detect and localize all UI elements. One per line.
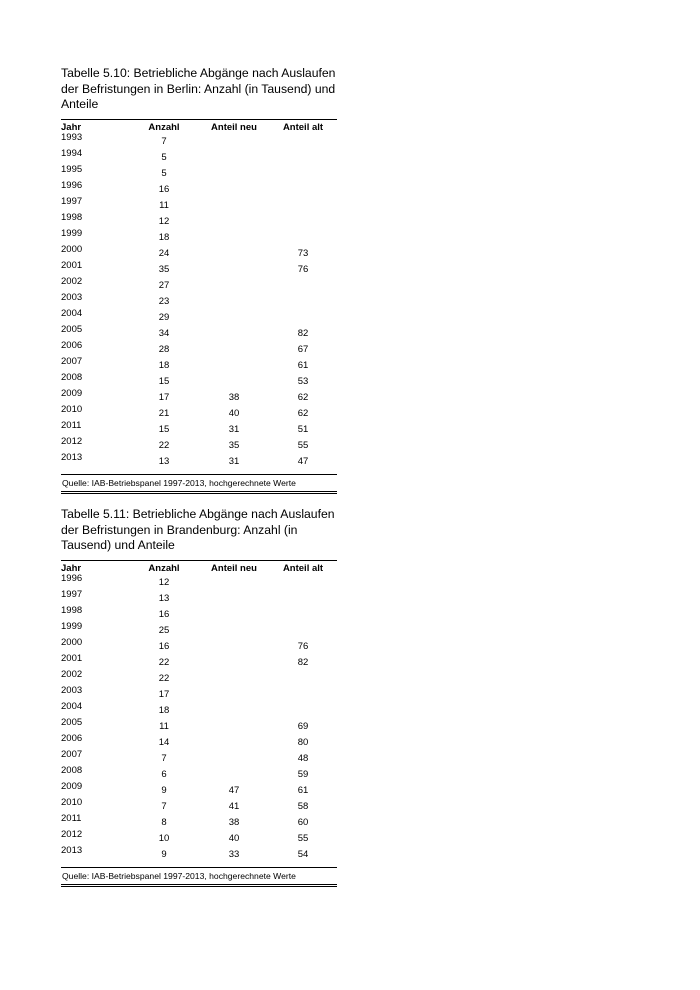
table-row (61, 700, 337, 721)
cell-anteil-neu: 31 (228, 424, 240, 436)
cell-anzahl: 27 (158, 279, 170, 291)
table-row (61, 195, 337, 216)
cell-anteil-alt: 55 (297, 440, 309, 452)
cell-jahr: 2009 (61, 388, 83, 400)
table-row (61, 340, 337, 360)
cell-anteil-alt: 51 (297, 424, 309, 436)
cell-anzahl: 12 (158, 215, 170, 227)
cell-jahr: 2010 (61, 404, 83, 416)
cell-anzahl: 24 (158, 247, 170, 259)
cell-anteil-alt: 53 (297, 376, 309, 388)
cell-jahr: 2000 (61, 243, 83, 255)
table-row (61, 829, 337, 849)
cell-anzahl: 12 (158, 576, 170, 588)
header-anteil-alt: Anteil alt (282, 121, 324, 133)
cell-jahr: 2005 (61, 716, 83, 728)
cell-jahr: 1998 (61, 604, 83, 616)
cell-anzahl: 10 (158, 833, 170, 845)
cell-anteil-alt: 61 (297, 360, 309, 372)
cell-anteil-alt: 60 (297, 817, 309, 829)
table-row (61, 227, 337, 248)
cell-anteil-neu: 38 (228, 392, 240, 404)
cell-anzahl: 7 (161, 801, 167, 813)
cell-anzahl: 18 (158, 704, 170, 716)
header-anteil-neu: Anteil neu (211, 562, 257, 574)
cell-jahr: 1997 (61, 588, 83, 600)
cell-anzahl: 28 (158, 344, 170, 356)
header-anteil-alt: Anteil alt (282, 562, 324, 574)
cell-anzahl: 23 (158, 295, 170, 307)
cell-anteil-alt: 69 (297, 720, 309, 732)
table-row (61, 684, 337, 705)
table-source: Quelle: IAB-Betriebspanel 1997-2013, hochgerechnete Werte (61, 474, 337, 494)
cell-anteil-neu: 38 (228, 817, 240, 829)
table-row (61, 588, 337, 609)
cell-jahr: 2012 (61, 829, 83, 841)
cell-jahr: 2013 (61, 845, 83, 857)
table-row (61, 308, 337, 328)
cell-anzahl: 7 (161, 135, 167, 147)
table-row (61, 291, 337, 312)
table-row (61, 388, 337, 408)
cell-anteil-alt: 62 (297, 408, 309, 420)
cell-jahr: 2010 (61, 797, 83, 809)
cell-anzahl: 29 (158, 312, 170, 324)
cell-jahr: 2011 (61, 420, 82, 432)
cell-anteil-alt: 58 (297, 801, 309, 813)
cell-anzahl: 17 (158, 688, 170, 700)
cell-anzahl: 34 (158, 328, 170, 340)
cell-jahr: 2001 (61, 652, 83, 664)
cell-anteil-neu: 33 (228, 849, 240, 861)
cell-anzahl: 15 (158, 376, 170, 388)
header-jahr: Jahr (61, 121, 82, 133)
cell-anzahl: 6 (161, 769, 167, 781)
cell-anteil-alt: 82 (297, 656, 309, 668)
cell-anzahl: 17 (158, 392, 170, 404)
table-body (61, 131, 337, 473)
cell-anzahl: 14 (158, 736, 170, 748)
cell-jahr: 2008 (61, 372, 83, 384)
cell-jahr: 2008 (61, 765, 83, 777)
header-jahr: Jahr (61, 562, 82, 574)
table-row (61, 732, 337, 753)
cell-jahr: 2003 (61, 684, 83, 696)
cell-anzahl: 22 (158, 672, 170, 684)
cell-anzahl: 22 (158, 440, 170, 452)
cell-jahr: 2001 (61, 259, 83, 271)
cell-anzahl: 13 (158, 456, 170, 468)
cell-anteil-alt: 76 (297, 640, 309, 652)
table-caption: Tabelle 5.11: Betriebliche Abgänge nach Auslaufen der Befristungen in Brandenburg: Anzahl (in Tausend) und Anteile (61, 507, 335, 552)
table-brandenburg (61, 507, 337, 887)
cell-jahr: 1995 (61, 163, 83, 175)
table-row (61, 372, 337, 392)
cell-jahr: 2013 (61, 452, 83, 464)
cell-jahr: 2011 (61, 813, 82, 825)
cell-jahr: 1993 (61, 131, 83, 143)
cell-anteil-neu: 47 (228, 785, 240, 797)
cell-anzahl: 22 (158, 656, 170, 668)
table-row (61, 620, 337, 641)
cell-anzahl: 5 (161, 151, 167, 163)
table-row (61, 243, 337, 264)
table-row (61, 797, 337, 817)
cell-anzahl: 16 (158, 640, 170, 652)
cell-jahr: 2004 (61, 308, 83, 320)
cell-anzahl: 16 (158, 608, 170, 620)
cell-anzahl: 25 (158, 624, 170, 636)
cell-jahr: 2007 (61, 356, 83, 368)
cell-anzahl: 11 (159, 720, 169, 732)
cell-anteil-alt: 62 (297, 392, 309, 404)
cell-jahr: 1994 (61, 147, 83, 159)
cell-anteil-alt: 76 (297, 263, 309, 275)
table-row (61, 163, 337, 184)
cell-jahr: 1999 (61, 620, 83, 632)
table-row (61, 259, 337, 280)
cell-anteil-neu: 35 (228, 440, 240, 452)
cell-anteil-neu: 31 (228, 456, 240, 468)
table-berlin (61, 66, 337, 494)
header-anzahl: Anzahl (148, 121, 180, 133)
cell-anzahl: 21 (158, 408, 170, 420)
table-row (61, 147, 337, 168)
table-row (61, 716, 337, 737)
cell-jahr: 2004 (61, 700, 83, 712)
table-row (61, 420, 337, 440)
table-row (61, 324, 337, 344)
cell-anzahl: 18 (158, 231, 170, 243)
cell-jahr: 2012 (61, 436, 83, 448)
cell-anteil-alt: 61 (297, 785, 309, 797)
table-row (61, 636, 337, 657)
table-row (61, 668, 337, 689)
cell-anteil-alt: 54 (297, 849, 309, 861)
cell-jahr: 2009 (61, 781, 83, 793)
cell-anteil-neu: 40 (228, 408, 240, 420)
table-caption: Tabelle 5.10: Betriebliche Abgänge nach Auslaufen der Befristungen in Berlin: Anzahl (in Tausend) und Anteile (61, 66, 336, 111)
header-anzahl: Anzahl (148, 562, 180, 574)
cell-anteil-alt: 59 (297, 769, 309, 781)
cell-anzahl: 9 (161, 849, 167, 861)
cell-anteil-alt: 67 (297, 344, 309, 356)
cell-anteil-alt: 48 (297, 753, 309, 765)
cell-jahr: 1998 (61, 211, 83, 223)
table-row (61, 813, 337, 833)
cell-anzahl: 15 (158, 424, 170, 436)
cell-jahr: 2003 (61, 291, 83, 303)
cell-anteil-neu: 41 (228, 801, 240, 813)
cell-anteil-alt: 73 (297, 247, 309, 259)
cell-jahr: 2002 (61, 275, 83, 287)
cell-anzahl: 9 (161, 785, 167, 797)
table-header (61, 560, 337, 577)
cell-jahr: 2007 (61, 749, 83, 761)
table-source: Quelle: IAB-Betriebspanel 1997-2013, hochgerechnete Werte (61, 867, 337, 887)
table-row (61, 765, 337, 785)
cell-anzahl: 8 (161, 817, 167, 829)
cell-jahr: 2006 (61, 732, 83, 744)
table-row (61, 404, 337, 424)
table-row (61, 652, 337, 673)
table-row (61, 572, 337, 593)
cell-anzahl: 18 (158, 360, 170, 372)
table-row (61, 211, 337, 232)
cell-anteil-alt: 55 (297, 833, 309, 845)
table-row (61, 131, 337, 152)
table-row (61, 356, 337, 376)
table-body (61, 572, 337, 866)
table-row (61, 275, 337, 296)
cell-jahr: 2000 (61, 636, 83, 648)
cell-jahr: 2006 (61, 340, 83, 352)
table-row (61, 436, 337, 456)
cell-anteil-alt: 82 (297, 328, 309, 340)
cell-anzahl: 35 (158, 263, 170, 275)
cell-anzahl: 16 (158, 183, 170, 195)
cell-jahr: 2002 (61, 668, 83, 680)
table-header (61, 119, 337, 136)
table-row (61, 604, 337, 625)
cell-anteil-alt: 80 (297, 736, 309, 748)
cell-anzahl: 7 (161, 753, 167, 765)
table-row (61, 179, 337, 200)
cell-anteil-neu: 40 (228, 833, 240, 845)
cell-anteil-alt: 47 (297, 456, 309, 468)
cell-jahr: 1997 (61, 195, 83, 207)
table-row (61, 749, 337, 769)
table-row (61, 845, 337, 865)
cell-anzahl: 5 (161, 167, 167, 179)
table-row (61, 781, 337, 801)
cell-anzahl: 11 (159, 199, 169, 211)
cell-jahr: 2005 (61, 324, 83, 336)
table-row (61, 452, 337, 472)
header-anteil-neu: Anteil neu (211, 121, 257, 133)
cell-anzahl: 13 (158, 592, 170, 604)
cell-jahr: 1996 (61, 179, 83, 191)
cell-jahr: 1999 (61, 227, 83, 239)
cell-jahr: 1996 (61, 572, 83, 584)
